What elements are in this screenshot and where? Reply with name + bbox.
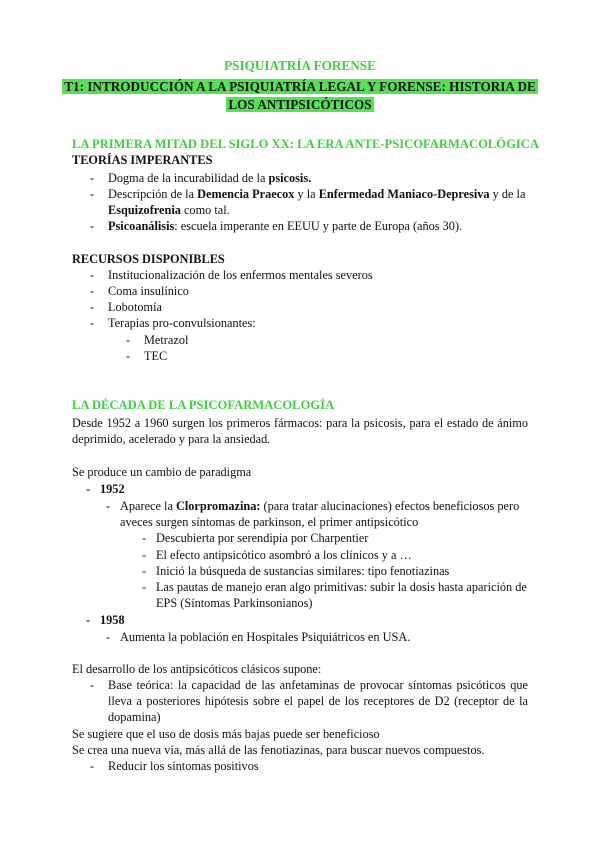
resource-item: Coma insulínico [108,284,189,298]
bullet-dash: - [90,171,95,185]
bullet-dash: - [90,284,95,298]
chlorpromazine-subitem: Descubierta por serendipia por Charpentier [156,531,369,545]
year-1958-item: Aumenta la población en Hospitales Psiquiátricos en USA. [120,630,411,644]
bullet-dash: - [90,300,95,314]
bullet-dash: - [90,187,95,201]
bullet-dash: - [86,482,91,496]
section2-intro-line2: deprimido, acelerado y para la ansiedad. [72,432,271,446]
resource-subitem: TEC [144,349,168,363]
chlorpromazine-subitem-cont: EPS (Síntomas Parkinsonianos) [156,596,313,610]
bullet-dash: - [90,678,95,692]
new-way-text: Se crea una nueva vía, más allá de las fenotiazinas, para buscar nuevos compuestos. [72,743,485,757]
bullet-dash: - [90,316,95,330]
development-intro: El desarrollo de los antipsicóticos clásicos supone: [72,662,322,676]
sub-bullet-dash: - [142,580,147,594]
theory-item-dementia-cont: Esquizofrenia como tal. [108,203,230,217]
theory-item-dementia: Descripción de la Demencia Praecox y la Enfermedad Maniaco-Depresiva y de la [108,187,526,201]
resources-heading: RECURSOS DISPONIBLES [72,252,225,266]
development-line2: lleva a posteriores hipótesis sobre el papel de los receptores de D2 (receptor de la [108,694,528,708]
theory-item-incurability: Dogma de la incurabilidad de la psicosis. [108,171,312,185]
development-line3: dopamina) [108,710,161,724]
section1-heading: LA PRIMERA MITAD DEL SIGLO XX: LA ERA ANTE-PSICOFARMACOLÓGICA [72,137,539,151]
topic-title-line1: T1: INTRODUCCIÓN A LA PSIQUIATRÍA LEGAL Y FORENSE: HISTORIA DE [64,79,536,94]
sub-bullet-dash: - [142,564,147,578]
sub-bullet-dash: - [126,333,131,347]
chlorpromazine-subitem: El efecto antipsicótico asombró a los clínicos y a … [156,548,412,562]
section2-heading: LA DÉCADA DE LA PSICOFARMACOLOGÍA [72,398,335,412]
theory-item-psychoanalysis: Psicoanálisis: escuela imperante en EEUU y parte de Europa (años 30). [108,219,463,233]
year-1958: 1958 [100,613,125,627]
topic-title-line2: LOS ANTIPSICÓTICOS [228,97,372,112]
chlorpromazine-line2: aveces surgen síntomas de parkinson, el primer antipsicótico [120,515,419,529]
chlorpromazine-line1: Aparece la Clorpromazina: (para tratar alucinaciones) efectos beneficiosos pero [120,499,520,513]
resource-item: Lobotomía [108,300,162,314]
bullet-dash: - [106,630,111,644]
development-line1: Base teórica: la capacidad de las anfetaminas de provocar síntomas psicóticos que [108,678,528,692]
resource-subitem: Metrazol [144,333,189,347]
year-1952: 1952 [100,482,125,496]
section2-intro-line1: Desde 1952 a 1960 surgen los primeros fármacos: para la psicosis, para el estado de ánimo [72,416,528,430]
bullet-dash: - [90,219,95,233]
bullet-dash: - [106,499,111,513]
resource-item: Terapias pro-convulsionantes: [108,316,256,330]
reduce-symptoms-item: Reducir los síntomas positivos [108,759,259,773]
chlorpromazine-subitem: Inició la búsqueda de sustancias similares: tipo fenotiazinas [156,564,450,578]
sub-bullet-dash: - [126,349,131,363]
sub-bullet-dash: - [142,548,147,562]
chlorpromazine-subitem: Las pautas de manejo eran algo primitivas: subir la dosis hasta aparición de [156,580,527,594]
bullet-dash: - [90,268,95,282]
sub-bullet-dash: - [142,531,147,545]
bullet-dash: - [90,759,95,773]
theories-heading: TEORÍAS IMPERANTES [72,153,213,167]
subject-title: PSIQUIATRÍA FORENSE [224,58,376,73]
bullet-dash: - [86,613,91,627]
lower-dose-text: Se sugiere que el uso de dosis más bajas puede ser beneficioso [72,727,380,741]
paradigm-text: Se produce un cambio de paradigma [72,465,252,479]
resource-item: Institucionalización de los enfermos mentales severos [108,268,373,282]
